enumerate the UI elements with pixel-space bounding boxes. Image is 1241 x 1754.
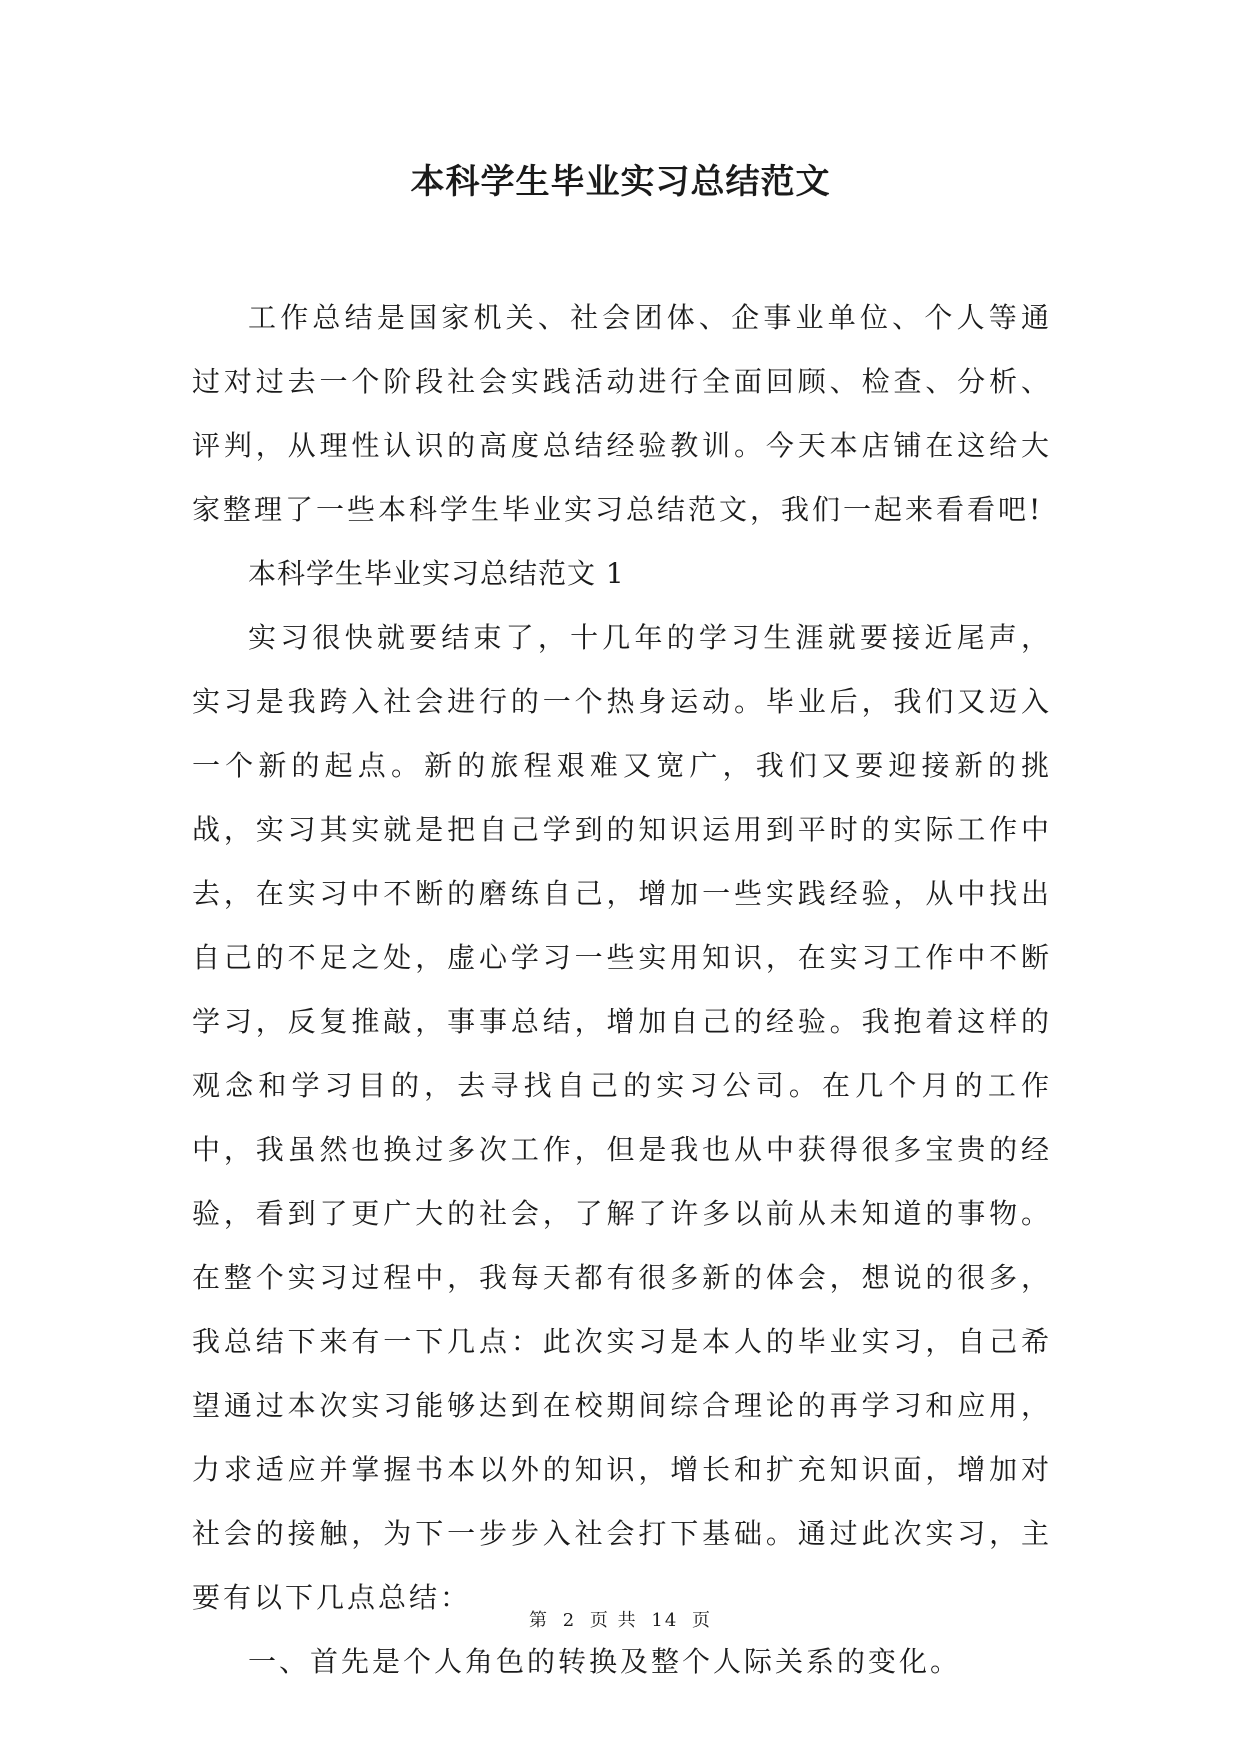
document-title: 本科学生毕业实习总结范文 — [410, 162, 831, 202]
intro-paragraph: 工作总结是国家机关、社会团体、企事业单位、个人等通过对过去一个阶段社会实践活动进行全面回顾、检查、分析、评判，从理性认识的高度总结经验教训。今天本店铺在这给大家整理了一些本科学生毕业实习总结范文，我们一起来看看吧! — [192, 301, 1052, 526]
footer-suffix: 页 — [692, 1610, 713, 1631]
section-heading: 本科学生毕业实习总结范文 1 — [248, 557, 625, 590]
body-paragraph: 实习很快就要结束了，十几年的学习生涯就要接近尾声，实习是我跨入社会进行的一个热身运动。毕业后，我们又迈入一个新的起点。新的旅程艰难又宽广，我们又要迎接新的挑战，实习其实就是把自己学到的知识运用到平时的实际工作中去，在实习中不断的磨练自己，增加一些实践经验，从中找出自己的不足之处，虚心学习一些实用知识，在实习工作中不断学习，反复推敲，事事总结，增加自己的经验。我抱着这样的观念和学习目的，去寻找自己的实习公司。在几个月的工作中，我虽然也换过多次工作，但是我也从中获得很多宝贵的经验，看到了更广大的社会，了解了许多以前从未知道的事物。在整个实习过程中，我每天都有很多新的体会，想说的很多，我总结下来有一下几点：此次实习是本人的毕业实习，自己希望通过本次实习能够达到在校期间综合理论的再学习和应用，力求适应并掌握书本以外的知识，增长和扩充知识面，增加对社会的接触，为下一步步入社会打下基础。通过此次实习，主要有以下几点总结： — [192, 621, 1052, 1614]
footer-total-pages: 14 — [651, 1610, 679, 1631]
footer-middle: 页 共 — [589, 1610, 638, 1631]
footer-prefix: 第 — [528, 1610, 549, 1631]
document-body — [192, 286, 1052, 1694]
body-paragraph-point-1: 一、首先是个人角色的转换及整个人际关系的变化。 — [248, 1645, 962, 1678]
footer-page-number: 2 — [562, 1610, 577, 1631]
page-footer — [0, 1606, 1241, 1632]
